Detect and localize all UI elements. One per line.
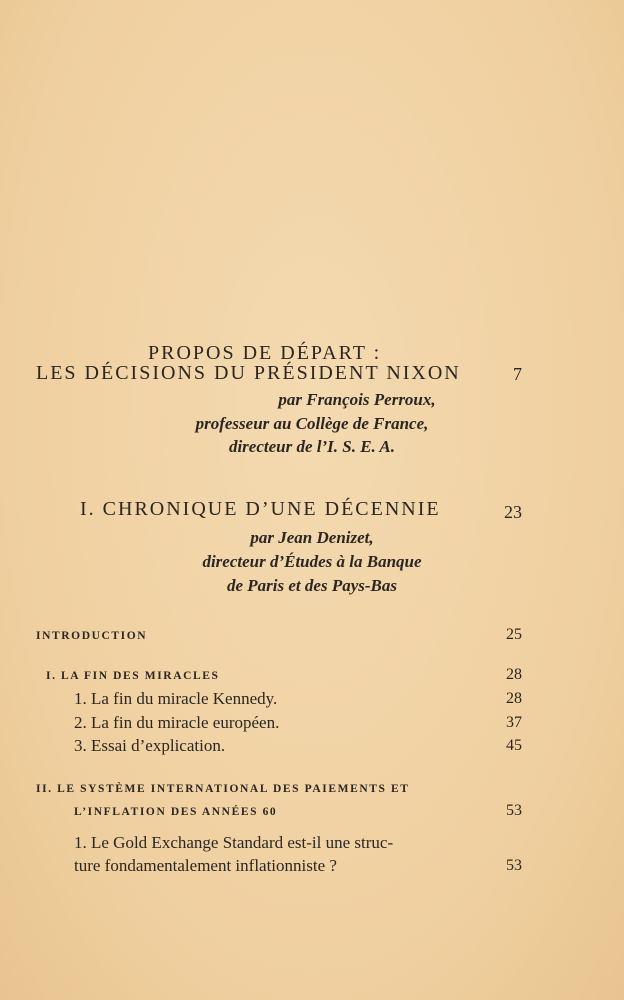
part0-page: 7 [513, 364, 522, 384]
toc-section2-item-1-line1: 1. Le Gold Exchange Standard est-il une struc- [74, 833, 394, 852]
part0-role2: directeur de l’I. S. E. A. [228, 437, 396, 456]
part0-role1: professeur au Collège de France, [195, 414, 429, 433]
toc-section1-item-2: 2. La fin du miracle européen. [74, 713, 280, 732]
toc-section2-label-line2: L’INFLATION DES ANNÉES 60 [74, 806, 278, 818]
toc-introduction-label: INTRODUCTION [36, 630, 148, 642]
toc-section1-label: I. LA FIN DES MIRACLES [46, 670, 220, 682]
toc-section1-item-1-page: 28 [506, 690, 522, 707]
part1-role2: de Paris et des Pays-Bas [227, 576, 397, 595]
part0-title-line1: PROPOS DE DÉPART : [148, 342, 382, 364]
toc-section2-item-1-line2: ture fondamentalement inflationniste ? [74, 856, 337, 875]
part1-role1: directeur d’Études à la Banque [202, 552, 422, 571]
part1-title: I. CHRONIQUE D’UNE DÉCENNIE [80, 498, 441, 520]
toc-section1-page: 28 [506, 666, 522, 683]
toc-section2-item-1-page: 53 [506, 857, 522, 874]
toc-section1-item-2-page: 37 [506, 714, 522, 731]
toc-section1-item-3: 3. Essai d’explication. [74, 736, 226, 755]
toc-section1-item-3-page: 45 [506, 737, 522, 754]
toc-introduction-page: 25 [506, 626, 522, 643]
toc-section2-label-line1: II. LE SYSTÈME INTERNATIONAL DES PAIEMENTS ET [36, 783, 410, 795]
part0-title-line2: LES DÉCISIONS DU PRÉSIDENT NIXON [36, 362, 461, 384]
part1-author: par Jean Denizet, [250, 528, 374, 547]
part0-author: par François Perroux, [278, 390, 436, 409]
part1-page: 23 [504, 502, 522, 522]
toc-section2-page: 53 [506, 802, 522, 819]
toc-section1-item-1: 1. La fin du miracle Kennedy. [74, 689, 278, 708]
